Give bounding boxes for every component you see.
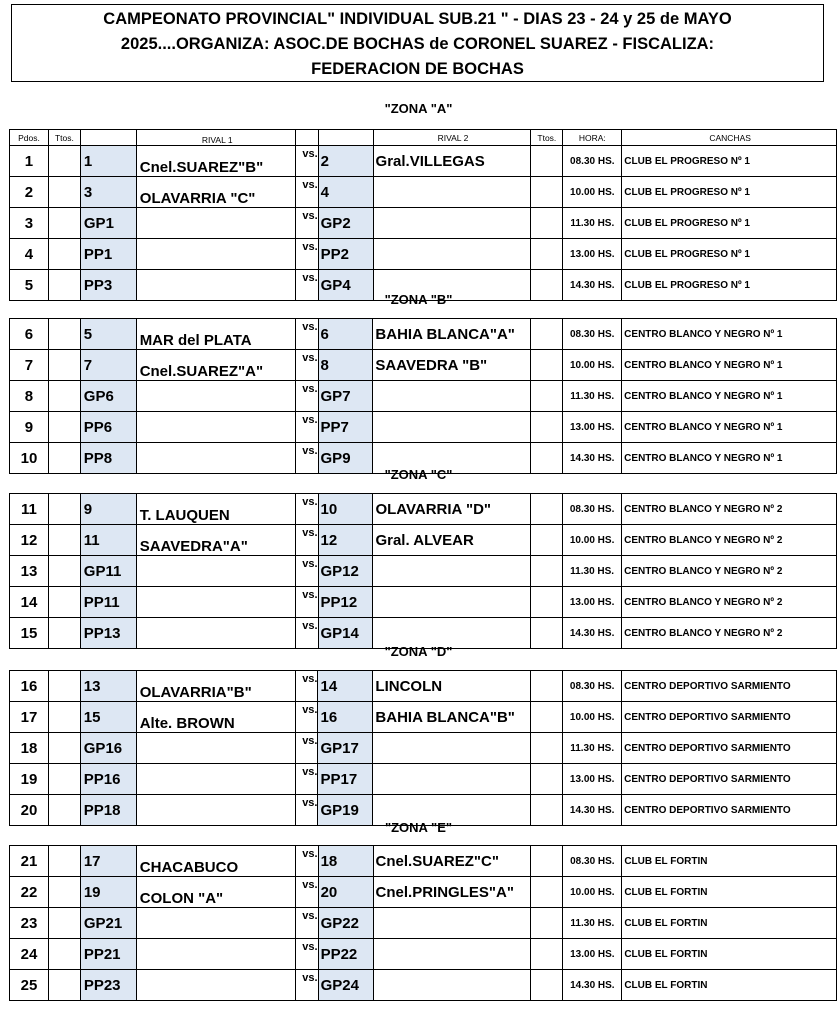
ttos-cell: [48, 319, 80, 350]
ttos-cell: [531, 146, 563, 177]
rival-1-name: [136, 764, 295, 795]
match-number: 10: [10, 443, 49, 474]
rival-2-seed: PP12: [318, 587, 373, 618]
rival-2-seed: GP12: [318, 556, 373, 587]
match-number: 20: [10, 795, 49, 826]
match-number: 6: [10, 319, 49, 350]
rival-2-name: [373, 764, 531, 795]
match-time: 11.30 HS.: [563, 908, 622, 939]
rival-2-seed: 8: [318, 350, 373, 381]
match-court: CLUB EL PROGRESO Nº 1: [622, 177, 837, 208]
zone-label: "ZONA "E": [384, 820, 453, 835]
rival-1-seed: GP21: [80, 908, 136, 939]
rival-2-name: LINCOLN: [373, 671, 531, 702]
match-court: CENTRO DEPORTIVO SARMIENTO: [622, 764, 837, 795]
ttos-cell: [48, 939, 80, 970]
ttos-cell: [531, 702, 563, 733]
vs-label: vs.: [295, 877, 318, 908]
header-blank: [318, 130, 373, 146]
rival-2-name: [373, 939, 531, 970]
match-court: CENTRO BLANCO Y NEGRO Nº 1: [622, 381, 837, 412]
rival-2-name: [373, 556, 531, 587]
rival-1-seed: PP1: [80, 239, 136, 270]
match-court: CENTRO BLANCO Y NEGRO Nº 2: [622, 525, 837, 556]
rival-2-name: Cnel.PRINGLES"A": [373, 877, 531, 908]
ttos-cell: [531, 208, 563, 239]
rival-1-seed: PP16: [80, 764, 136, 795]
match-number: 3: [10, 208, 49, 239]
match-time: 13.00 HS.: [563, 764, 622, 795]
rival-1-name: [136, 556, 295, 587]
match-number: 23: [10, 908, 49, 939]
rival-1-name: Cnel.SUAREZ"B": [136, 146, 295, 177]
zone-table: [9, 493, 837, 649]
match-time: 14.30 HS.: [563, 443, 622, 474]
rival-1-seed: 19: [80, 877, 136, 908]
rival-1-name: [136, 970, 295, 1001]
vs-label: vs.: [295, 908, 318, 939]
match-court: CENTRO BLANCO Y NEGRO Nº 2: [622, 587, 837, 618]
rival-1-seed: 13: [80, 671, 136, 702]
match-row: [10, 908, 837, 939]
rival-1-name: [136, 412, 295, 443]
ttos-cell: [48, 733, 80, 764]
zone-label: "ZONA "B": [384, 292, 453, 307]
match-time: 14.30 HS.: [563, 618, 622, 649]
match-time: 14.30 HS.: [563, 970, 622, 1001]
rival-1-name: [136, 908, 295, 939]
match-row: [10, 350, 837, 381]
vs-label: vs.: [295, 350, 318, 381]
vs-label: vs.: [295, 764, 318, 795]
match-time: 08.30 HS.: [563, 671, 622, 702]
match-time: 11.30 HS.: [563, 208, 622, 239]
vs-label: vs.: [295, 702, 318, 733]
rival-2-seed: GP14: [318, 618, 373, 649]
zone-table: [9, 845, 837, 1001]
zone-table: [9, 129, 837, 301]
rival-1-name: [136, 239, 295, 270]
match-time: 10.00 HS.: [563, 702, 622, 733]
header-rival-1: RIVAL 1: [136, 130, 295, 146]
match-row: [10, 381, 837, 412]
match-row: [10, 587, 837, 618]
match-court: CENTRO DEPORTIVO SARMIENTO: [622, 795, 837, 826]
match-row: [10, 764, 837, 795]
header-hora: HORA:: [563, 130, 622, 146]
ttos-cell: [531, 494, 563, 525]
ttos-cell: [48, 494, 80, 525]
match-court: CENTRO BLANCO Y NEGRO Nº 2: [622, 494, 837, 525]
match-row: [10, 846, 837, 877]
match-court: CLUB EL FORTIN: [622, 970, 837, 1001]
rival-2-seed: GP17: [318, 733, 373, 764]
match-time: 11.30 HS.: [563, 556, 622, 587]
match-time: 10.00 HS.: [563, 177, 622, 208]
rival-2-name: Gral.VILLEGAS: [373, 146, 531, 177]
rival-2-name: [373, 970, 531, 1001]
rival-1-name: Alte. BROWN: [136, 702, 295, 733]
rival-1-name: [136, 939, 295, 970]
zone-label: "ZONA "C": [384, 467, 453, 482]
rival-2-seed: GP7: [318, 381, 373, 412]
ttos-cell: [48, 525, 80, 556]
header-ttos: Ttos.: [48, 130, 80, 146]
vs-label: vs.: [295, 556, 318, 587]
match-court: CLUB EL FORTIN: [622, 908, 837, 939]
rival-2-name: BAHIA BLANCA"B": [373, 702, 531, 733]
ttos-cell: [48, 177, 80, 208]
rival-2-name: [373, 733, 531, 764]
match-court: CLUB EL PROGRESO Nº 1: [622, 208, 837, 239]
rival-1-seed: PP8: [80, 443, 136, 474]
vs-label: vs.: [295, 146, 318, 177]
match-row: [10, 319, 837, 350]
match-court: CENTRO DEPORTIVO SARMIENTO: [622, 671, 837, 702]
ttos-cell: [48, 671, 80, 702]
vs-label: vs.: [295, 319, 318, 350]
rival-2-seed: GP2: [318, 208, 373, 239]
match-row: [10, 702, 837, 733]
match-court: CLUB EL PROGRESO Nº 1: [622, 239, 837, 270]
ttos-cell: [531, 525, 563, 556]
match-number: 2: [10, 177, 49, 208]
ttos-cell: [531, 239, 563, 270]
match-number: 18: [10, 733, 49, 764]
match-time: 11.30 HS.: [563, 381, 622, 412]
title-line-3: FEDERACION DE BOCHAS: [311, 60, 524, 78]
match-row: [10, 970, 837, 1001]
match-number: 17: [10, 702, 49, 733]
rival-1-seed: 3: [80, 177, 136, 208]
ttos-cell: [48, 764, 80, 795]
rival-2-name: [373, 412, 531, 443]
match-number: 1: [10, 146, 49, 177]
rival-1-name: COLON "A": [136, 877, 295, 908]
header-ttos-2: Ttos.: [531, 130, 563, 146]
vs-label: vs.: [295, 939, 318, 970]
header-pdos: Pdos.: [10, 130, 49, 146]
rival-2-seed: 14: [318, 671, 373, 702]
rival-2-seed: PP7: [318, 412, 373, 443]
match-number: 4: [10, 239, 49, 270]
rival-2-seed: PP2: [318, 239, 373, 270]
match-number: 16: [10, 671, 49, 702]
match-number: 8: [10, 381, 49, 412]
rival-1-seed: PP18: [80, 795, 136, 826]
rival-2-seed: GP4: [318, 270, 373, 301]
vs-label: vs.: [295, 733, 318, 764]
match-court: CENTRO BLANCO Y NEGRO Nº 1: [622, 319, 837, 350]
match-number: 15: [10, 618, 49, 649]
match-row: [10, 494, 837, 525]
vs-label: vs.: [295, 239, 318, 270]
ttos-cell: [531, 877, 563, 908]
rival-2-name: [373, 239, 531, 270]
match-number: 9: [10, 412, 49, 443]
title-line-2: 2025....ORGANIZA: ASOC.DE BOCHAS de CORONEL SUAREZ - FISCALIZA:: [120, 35, 715, 53]
header-blank: [295, 130, 318, 146]
match-court: CENTRO DEPORTIVO SARMIENTO: [622, 733, 837, 764]
zone-label: "ZONA "A": [384, 101, 453, 116]
match-time: 10.00 HS.: [563, 350, 622, 381]
match-court: CENTRO BLANCO Y NEGRO Nº 2: [622, 556, 837, 587]
match-number: 24: [10, 939, 49, 970]
rival-1-seed: 11: [80, 525, 136, 556]
rival-2-name: OLAVARRIA "D": [373, 494, 531, 525]
ttos-cell: [531, 556, 563, 587]
match-time: 14.30 HS.: [563, 795, 622, 826]
zone-table: [9, 670, 837, 826]
vs-label: vs.: [295, 177, 318, 208]
match-row: [10, 412, 837, 443]
match-court: CENTRO BLANCO Y NEGRO Nº 2: [622, 618, 837, 649]
match-number: 19: [10, 764, 49, 795]
match-time: 13.00 HS.: [563, 412, 622, 443]
match-time: 10.00 HS.: [563, 525, 622, 556]
match-number: 12: [10, 525, 49, 556]
match-row: [10, 556, 837, 587]
rival-2-seed: PP17: [318, 764, 373, 795]
rival-1-name: T. LAUQUEN: [136, 494, 295, 525]
rival-1-name: Cnel.SUAREZ"A": [136, 350, 295, 381]
match-time: 11.30 HS.: [563, 733, 622, 764]
vs-label: vs.: [295, 846, 318, 877]
match-number: 7: [10, 350, 49, 381]
ttos-cell: [48, 702, 80, 733]
vs-label: vs.: [295, 525, 318, 556]
rival-1-name: [136, 587, 295, 618]
match-row: [10, 525, 837, 556]
vs-label: vs.: [295, 618, 318, 649]
match-row: [10, 208, 837, 239]
header-blank: [80, 130, 136, 146]
rival-2-seed: 10: [318, 494, 373, 525]
rival-1-seed: GP6: [80, 381, 136, 412]
ttos-cell: [48, 239, 80, 270]
rival-2-seed: GP9: [318, 443, 373, 474]
match-row: [10, 239, 837, 270]
match-number: 25: [10, 970, 49, 1001]
ttos-cell: [48, 908, 80, 939]
rival-2-seed: 16: [318, 702, 373, 733]
match-court: CENTRO BLANCO Y NEGRO Nº 1: [622, 412, 837, 443]
ttos-cell: [48, 970, 80, 1001]
ttos-cell: [531, 381, 563, 412]
rival-2-seed: GP24: [318, 970, 373, 1001]
match-time: 08.30 HS.: [563, 146, 622, 177]
match-court: CLUB EL PROGRESO Nº 1: [622, 270, 837, 301]
rival-1-seed: 5: [80, 319, 136, 350]
vs-label: vs.: [295, 208, 318, 239]
zone-table: [9, 318, 837, 474]
match-court: CENTRO BLANCO Y NEGRO Nº 1: [622, 443, 837, 474]
rival-2-name: Gral. ALVEAR: [373, 525, 531, 556]
match-row: [10, 177, 837, 208]
match-time: 08.30 HS.: [563, 846, 622, 877]
rival-1-seed: PP23: [80, 970, 136, 1001]
rival-2-name: [373, 587, 531, 618]
rival-2-name: SAAVEDRA "B": [373, 350, 531, 381]
rival-2-seed: 20: [318, 877, 373, 908]
ttos-cell: [531, 764, 563, 795]
rival-1-seed: PP11: [80, 587, 136, 618]
match-time: 13.00 HS.: [563, 587, 622, 618]
rival-2-seed: 18: [318, 846, 373, 877]
rival-1-seed: GP1: [80, 208, 136, 239]
ttos-cell: [48, 587, 80, 618]
ttos-cell: [48, 350, 80, 381]
match-court: CLUB EL FORTIN: [622, 877, 837, 908]
rival-2-seed: GP19: [318, 795, 373, 826]
rival-1-seed: GP11: [80, 556, 136, 587]
rival-1-name: OLAVARRIA"B": [136, 671, 295, 702]
rival-1-name: MAR del PLATA: [136, 319, 295, 350]
ttos-cell: [531, 319, 563, 350]
match-time: 08.30 HS.: [563, 494, 622, 525]
match-number: 21: [10, 846, 49, 877]
rival-1-seed: PP3: [80, 270, 136, 301]
match-number: 22: [10, 877, 49, 908]
rival-2-seed: GP22: [318, 908, 373, 939]
match-time: 10.00 HS.: [563, 877, 622, 908]
rival-2-seed: 4: [318, 177, 373, 208]
match-time: 08.30 HS.: [563, 319, 622, 350]
rival-2-name: Cnel.SUAREZ"C": [373, 846, 531, 877]
rival-1-name: [136, 381, 295, 412]
match-time: 13.00 HS.: [563, 239, 622, 270]
vs-label: vs.: [295, 270, 318, 301]
ttos-cell: [531, 733, 563, 764]
rival-1-seed: 7: [80, 350, 136, 381]
rival-1-name: OLAVARRIA "C": [136, 177, 295, 208]
match-row: [10, 939, 837, 970]
match-row: [10, 877, 837, 908]
vs-label: vs.: [295, 494, 318, 525]
rival-2-name: [373, 208, 531, 239]
rival-2-name: [373, 381, 531, 412]
rival-2-name: [373, 908, 531, 939]
zone-label: "ZONA "D": [384, 644, 453, 659]
vs-label: vs.: [295, 795, 318, 826]
rival-1-name: [136, 733, 295, 764]
match-row: [10, 733, 837, 764]
match-number: 14: [10, 587, 49, 618]
match-number: 13: [10, 556, 49, 587]
match-court: CLUB EL FORTIN: [622, 939, 837, 970]
vs-label: vs.: [295, 671, 318, 702]
vs-label: vs.: [295, 381, 318, 412]
rival-1-seed: PP6: [80, 412, 136, 443]
rival-1-seed: GP16: [80, 733, 136, 764]
ttos-cell: [531, 908, 563, 939]
rival-2-seed: 2: [318, 146, 373, 177]
match-court: CENTRO BLANCO Y NEGRO Nº 1: [622, 350, 837, 381]
ttos-cell: [48, 381, 80, 412]
ttos-cell: [48, 146, 80, 177]
match-court: CLUB EL PROGRESO Nº 1: [622, 146, 837, 177]
header-rival-2: RIVAL 2: [373, 130, 531, 146]
header-canchas: CANCHAS: [622, 130, 837, 146]
ttos-cell: [531, 970, 563, 1001]
rival-1-seed: 9: [80, 494, 136, 525]
match-court: CLUB EL FORTIN: [622, 846, 837, 877]
rival-1-name: [136, 208, 295, 239]
match-row: [10, 671, 837, 702]
rival-1-name: SAAVEDRA"A": [136, 525, 295, 556]
match-number: 11: [10, 494, 49, 525]
rival-1-seed: 1: [80, 146, 136, 177]
vs-label: vs.: [295, 587, 318, 618]
header-row: [10, 130, 837, 146]
match-time: 14.30 HS.: [563, 270, 622, 301]
rival-1-seed: 15: [80, 702, 136, 733]
document-title: [11, 4, 824, 82]
rival-2-name: [373, 177, 531, 208]
vs-label: vs.: [295, 443, 318, 474]
rival-1-name: CHACABUCO: [136, 846, 295, 877]
match-row: [10, 146, 837, 177]
rival-1-seed: PP21: [80, 939, 136, 970]
ttos-cell: [48, 556, 80, 587]
rival-2-seed: 12: [318, 525, 373, 556]
ttos-cell: [531, 412, 563, 443]
rival-2-seed: PP22: [318, 939, 373, 970]
rival-2-seed: 6: [318, 319, 373, 350]
rival-1-seed: PP13: [80, 618, 136, 649]
ttos-cell: [48, 846, 80, 877]
match-court: CENTRO DEPORTIVO SARMIENTO: [622, 702, 837, 733]
ttos-cell: [531, 846, 563, 877]
ttos-cell: [48, 877, 80, 908]
ttos-cell: [531, 671, 563, 702]
ttos-cell: [531, 587, 563, 618]
ttos-cell: [531, 939, 563, 970]
ttos-cell: [48, 208, 80, 239]
rival-2-name: BAHIA BLANCA"A": [373, 319, 531, 350]
title-line-1: CAMPEONATO PROVINCIAL" INDIVIDUAL SUB.21 " - DIAS 23 - 24 y 25 de MAYO: [103, 10, 732, 28]
match-time: 13.00 HS.: [563, 939, 622, 970]
vs-label: vs.: [295, 412, 318, 443]
vs-label: vs.: [295, 970, 318, 1001]
rival-1-seed: 17: [80, 846, 136, 877]
ttos-cell: [531, 350, 563, 381]
ttos-cell: [48, 412, 80, 443]
match-number: 5: [10, 270, 49, 301]
ttos-cell: [531, 177, 563, 208]
